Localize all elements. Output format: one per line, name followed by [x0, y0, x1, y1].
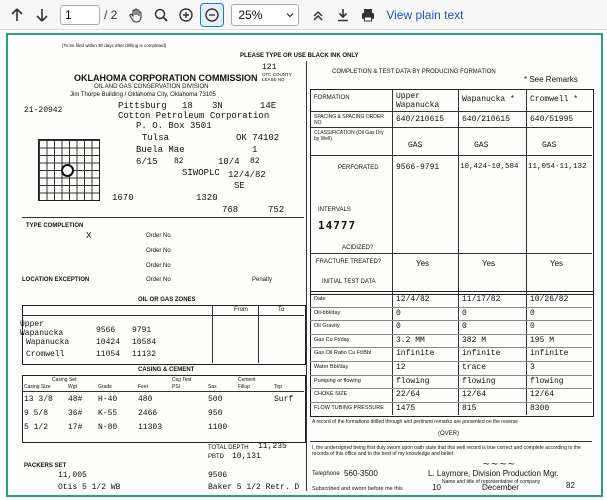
tubing-depth: 9506: [208, 471, 228, 480]
test-row-label: Gas Cu Ft/day: [314, 336, 350, 343]
packer-type: Otis 5 1/2 WB: [58, 483, 121, 492]
test-row-rule: [310, 347, 592, 348]
test-row-value: 0: [462, 322, 467, 332]
formation-label: FORMATION: [314, 95, 350, 101]
see-remarks: * See Remarks: [524, 75, 578, 84]
zone-from: 9566: [96, 326, 116, 335]
intervals-label: INTERVALS: [318, 207, 351, 213]
casing-hdr: Feet: [138, 384, 149, 390]
test-row-value: flowing: [396, 376, 430, 386]
acidized-label: ACIDIZED?: [342, 245, 374, 251]
drill-start: 6/15: [136, 157, 158, 167]
casing-size: 13 3/8: [24, 395, 53, 404]
total-depth-label: TOTAL DEPTH: [208, 445, 249, 451]
casing-size: 9 5/8: [24, 409, 49, 418]
packer-depth: 11,005: [58, 471, 87, 480]
ink-instruction: PLEASE TYPE OR USE BLACK INK ONLY: [240, 53, 359, 59]
casing-feet: 480: [138, 395, 153, 404]
fracture-3: Yes: [550, 259, 564, 268]
perforated-label: PERFORATED: [338, 165, 379, 171]
casing-grade: K-55: [98, 409, 118, 418]
well-location-marker: [61, 164, 74, 177]
pbtd-label: PBTD: [208, 454, 225, 460]
view-plain-text-link[interactable]: View plain text: [386, 7, 464, 22]
zones-hdr-from: From: [234, 307, 248, 313]
casing-hdr: Fillup: [238, 384, 250, 390]
footage-north: 1670: [112, 193, 134, 203]
test-row-value: trace: [462, 363, 487, 372]
test-row-value: 1475: [396, 403, 416, 413]
subscribed-month: December: [482, 483, 519, 492]
completion-col-rule: [392, 89, 393, 293]
type-completion-label: TYPE COMPLETION: [26, 223, 84, 229]
test-row-value: 12/64: [462, 390, 487, 400]
download-icon: [335, 7, 351, 23]
casing-sax: 1100: [208, 423, 228, 432]
test-row-rule: [310, 388, 592, 389]
single-zone-mark: X: [86, 231, 92, 241]
test-row-value: 10/26/82: [530, 295, 569, 304]
casing-hdr: Sax: [208, 384, 217, 390]
casing-sax: 950: [208, 409, 223, 418]
fracture-2: Yes: [482, 259, 496, 268]
well-location: SE: [234, 181, 245, 191]
order-no-label-4: Order No: [146, 277, 171, 283]
test-row-value: 0: [462, 308, 467, 318]
test-row-rule: [310, 361, 592, 362]
hand-tool-button[interactable]: [125, 4, 147, 26]
magnifier-icon: [153, 7, 169, 23]
test-row-value: 3: [530, 363, 535, 372]
zoom-out-button[interactable]: [200, 3, 224, 27]
test-row-label: Water Bbl/day: [314, 364, 349, 370]
classification-1: GAS: [408, 141, 423, 150]
next-page-button[interactable]: [31, 4, 53, 26]
plus-circle-icon: [178, 7, 194, 23]
test-row-label: CHOKE SIZE: [314, 391, 348, 398]
divider: [22, 217, 304, 218]
operator: Cotton Petroleum Corporation: [118, 111, 270, 121]
cement-label: Cement: [238, 377, 256, 383]
formation-2: Wapanucka *: [462, 95, 515, 104]
api-number: 121: [262, 63, 277, 72]
packers-label: PACKERS SET: [24, 463, 67, 469]
previous-page-button[interactable]: [6, 4, 28, 26]
casing-grade: H-40: [98, 395, 118, 404]
casing-table: [22, 375, 306, 443]
test-row-rule: [310, 320, 592, 321]
test-row-value: infinite: [462, 349, 501, 359]
farm-name: Buela Mae: [136, 145, 185, 155]
perforated-3: 11,054-11,132: [528, 163, 587, 171]
test-row-value: 12: [396, 363, 406, 372]
zone-name: Upper Wapanucka: [20, 320, 64, 338]
total-depth: 11,235: [258, 442, 287, 451]
test-row-value: flowing: [530, 376, 564, 386]
test-row-value: 12/64: [530, 390, 555, 400]
casing-size: 5 1/2: [24, 423, 49, 432]
zone-name: Cromwell: [26, 350, 65, 359]
fracture-1: Yes: [416, 259, 430, 268]
casing-feet: 11303: [138, 423, 163, 432]
zoom-out-magnifier-button[interactable]: [150, 4, 172, 26]
telephone-label: Telephone: [312, 471, 340, 477]
formations-note: A record of the formations drilled through and pertinent remarks are presented on the reverse: [312, 419, 518, 425]
telephone: 560-3500: [344, 469, 378, 478]
test-row-value: 11/17/82: [462, 295, 501, 304]
print-button[interactable]: [357, 4, 379, 26]
elevation-derrick: 768: [222, 205, 239, 215]
row-rule: [310, 253, 592, 254]
test-row-value: 8300: [530, 403, 550, 413]
test-row-label: Oil-bbl/day: [314, 309, 341, 316]
footage-west: 1320: [196, 193, 218, 203]
test-row-value: 3.2 MM: [396, 335, 425, 345]
initial-test-label: INITIAL TEST DATA: [322, 279, 376, 285]
spacing-3: 640/51995: [530, 115, 574, 124]
intervals-stamp: 14777: [318, 219, 357, 232]
over-label: (OVER): [438, 431, 459, 437]
division-title: OIL AND GAS CONSERVATION DIVISION: [94, 84, 209, 90]
zone-from: 10424: [96, 338, 121, 347]
casing-wgt: 17#: [68, 423, 83, 432]
test-row-value: 0: [396, 308, 401, 318]
fracture-label: FRACTURE TREATED?: [316, 259, 382, 265]
casing-title: CASING & CEMENT: [138, 367, 195, 373]
test-col-rule: [526, 291, 527, 415]
state-zip: OK 74102: [236, 133, 280, 143]
zone-to: 11132: [132, 350, 157, 359]
order-no-label-1: Order No: [146, 233, 171, 239]
zone-name: Wapanucka: [26, 338, 70, 347]
operator-address: P. O. Box 3501: [136, 121, 212, 131]
casing-wgt: 36#: [68, 409, 83, 418]
zoom-in-button[interactable]: [175, 4, 197, 26]
signer: L. Laymore, Division Production Mgr.: [428, 469, 559, 478]
spacing-1: 640/210615: [396, 115, 445, 124]
test-row-rule: [310, 402, 592, 403]
casing-hdr: Wgt: [68, 384, 77, 390]
penalty-label: Penalty: [252, 277, 273, 283]
casing-hdr: Grade: [98, 384, 112, 390]
township: 3N: [212, 101, 223, 111]
row-rule: [310, 127, 592, 128]
casing-wgt: 48#: [68, 395, 83, 404]
drill-finish-year: 82: [250, 157, 260, 166]
test-row-value: 815: [462, 403, 477, 413]
casing-sax: 500: [208, 395, 223, 404]
classification-2: GAS: [474, 141, 489, 150]
formation-3: Cromwell *: [530, 95, 579, 104]
test-row-value: flowing: [462, 376, 496, 386]
city: Tulsa: [142, 133, 170, 143]
casing-header-rule: [22, 391, 304, 392]
classification-label: CLASSIFICATION (Oil Gas Dry by Well): [314, 130, 384, 142]
zone-from: 11054: [96, 350, 121, 359]
divider: [310, 441, 592, 442]
oil-gas-zones-title: OIL OR GAS ZONES: [138, 297, 196, 303]
order-no-label-2: Order No: [146, 248, 171, 254]
test-row-value: 195 M: [530, 335, 555, 345]
casing-grade: N-80: [98, 423, 118, 432]
commission-title: OKLAHOMA CORPORATION COMMISSION: [74, 73, 258, 83]
hand-icon: [128, 7, 144, 23]
pbtd: 10,131: [232, 452, 261, 461]
signature: ~~~~: [482, 459, 516, 470]
small-note: (To be filed within 30 days after drilling is completed): [62, 43, 167, 48]
test-row-rule: [310, 334, 592, 335]
page-number-input[interactable]: [60, 5, 100, 25]
test-row-value: 0: [530, 308, 535, 318]
subscribed-year: 82: [566, 481, 575, 490]
form-number: 21-20942: [24, 106, 63, 115]
date-completed: 12/4/82: [228, 170, 266, 180]
row-rule: [310, 155, 592, 156]
zones-header-rule: [22, 315, 304, 316]
document-page: [12, 39, 597, 493]
formation-1: Upper Wapanucka: [396, 92, 440, 110]
row-rule: [310, 111, 592, 112]
certification-text: I, the undersigned being first duly sworn upon oath state that this well record is true correct and complete according to the records of this office and to the best of my knowledge and belief: [312, 445, 581, 457]
test-row-rule: [310, 307, 592, 308]
casing-hdr: PSI: [172, 384, 181, 390]
order-no-label-3: Order No: [146, 263, 171, 269]
arrow-down-icon: [34, 7, 50, 23]
county: Pittsburg: [118, 101, 167, 111]
arrow-up-icon: [9, 7, 25, 23]
casing-hdr: Casing Size: [24, 384, 51, 390]
classification-3: GAS: [542, 141, 557, 150]
test-row-value: infinite: [396, 349, 435, 359]
zoom-value: 25%: [238, 7, 263, 22]
casing-set-label: Casing Set: [52, 377, 77, 383]
test-row-rule: [310, 375, 592, 376]
zoom-select[interactable]: [231, 4, 299, 26]
test-row-value: infinite: [530, 349, 569, 359]
subscribed-label: Subscribed and sworn before me this: [312, 486, 403, 492]
perforated-2: 10,424-10,584: [460, 163, 519, 171]
casing-top: Surf: [274, 395, 294, 404]
download-button[interactable]: [332, 4, 354, 26]
signer-subtitle: Name and title of representative of company: [442, 479, 541, 485]
perforated-1: 9566-9791: [396, 163, 440, 172]
location-exception-label: LOCATION EXCEPTION: [22, 277, 90, 283]
csg-test-label: Csg Test: [172, 377, 192, 383]
test-col-rule: [392, 291, 393, 415]
otc-county-label: OTC COUNTY LEASE NO: [262, 72, 292, 82]
chevron-down-icon: [286, 11, 294, 19]
spacing-2: 640/210615: [462, 115, 511, 124]
subscribed-day: 10: [432, 483, 441, 492]
completion-col-rule: [458, 89, 459, 293]
spacing-label: SPACING & SPACING ORDER NO: [314, 114, 384, 126]
section: 18: [182, 101, 193, 111]
commission-address: Jim Thorpe Building / Oklahoma City, Oklahoma 73105: [70, 92, 216, 98]
test-row-label: FLOW TUBING PRESSURE: [314, 404, 384, 411]
purchaser: SIWOPLC: [182, 168, 220, 178]
casing-feet: 2466: [138, 409, 158, 418]
zones-hdr-to: To: [278, 307, 285, 313]
rotate-button[interactable]: [307, 4, 329, 26]
test-row-value: 382 M: [462, 335, 487, 345]
test-row-value: 0: [396, 322, 401, 332]
tubing-type: Baker 5 1/2 Retr. D: [208, 483, 300, 492]
center-divider: [306, 61, 307, 491]
printer-icon: [360, 7, 376, 23]
zones-col-rule: [212, 305, 213, 363]
well-number: 1: [252, 145, 258, 155]
completion-col-rule: [526, 89, 527, 293]
rotate-icon: [310, 7, 326, 23]
test-row-value: 0: [530, 322, 535, 332]
elevation-ground: 752: [268, 205, 285, 215]
casing-hdr: Top: [274, 384, 283, 390]
page-total: / 2: [104, 7, 118, 22]
test-row-label: Pumping or flowing: [314, 377, 361, 384]
drill-start-year: 82: [174, 157, 184, 166]
test-row-label: Gas Oil Ratio Cu Ft/Bbl: [314, 350, 372, 357]
zones-col-rule: [258, 305, 259, 363]
right-title: COMPLETION & TEST DATA BY PRODUCING FORMATION: [332, 69, 496, 75]
test-row-label: Date: [314, 296, 326, 302]
drill-finish: 10/4: [218, 157, 240, 167]
zone-to: 9791: [132, 326, 152, 335]
minus-circle-icon: [204, 7, 220, 23]
test-row-label: Oil Gravity: [314, 323, 340, 330]
test-col-rule: [458, 291, 459, 415]
zone-to: 10584: [132, 338, 157, 347]
range: 14E: [260, 101, 277, 111]
document-viewer[interactable]: [6, 33, 603, 497]
pdf-toolbar: [0, 0, 607, 30]
test-row-value: 22/64: [396, 390, 421, 400]
test-row-value: 12/4/82: [396, 295, 430, 304]
